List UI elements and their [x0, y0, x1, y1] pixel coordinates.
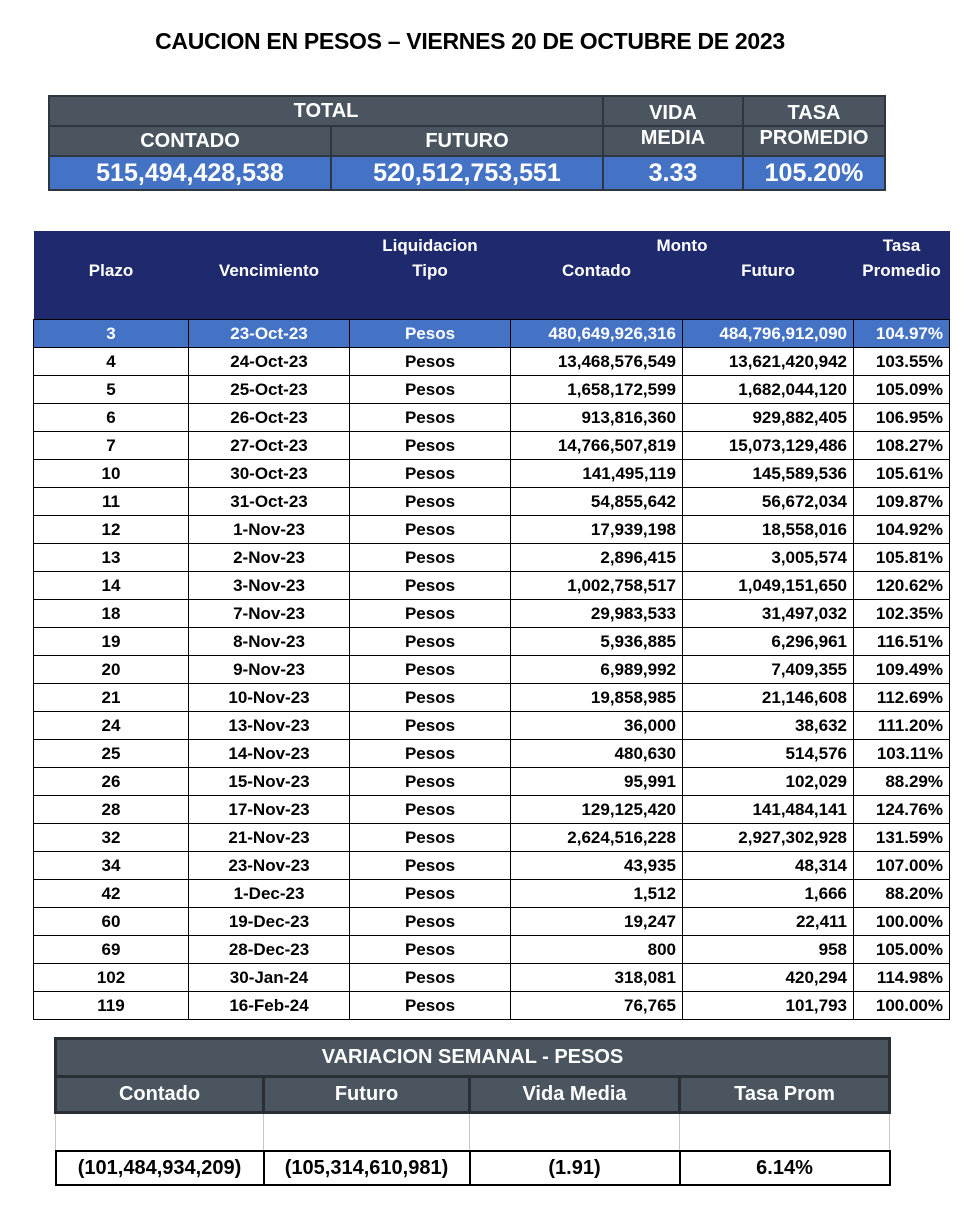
tasa-cell: 102.35%: [854, 600, 950, 628]
plazo-cell: 28: [34, 796, 189, 824]
vencimiento-cell: 24-Oct-23: [189, 348, 350, 376]
plazo-cell: 13: [34, 544, 189, 572]
contado-cell: 43,935: [511, 852, 683, 880]
plazo-cell: 25: [34, 740, 189, 768]
tasa-cell: 116.51%: [854, 628, 950, 656]
vencimiento-cell: 16-Feb-24: [189, 992, 350, 1020]
vencimiento-cell: 14-Nov-23: [189, 740, 350, 768]
tasa-promedio-value: 105.20%: [743, 156, 885, 190]
futuro-cell: 1,666: [683, 880, 854, 908]
futuro-cell: 102,029: [683, 768, 854, 796]
tasa-cell: 104.97%: [854, 320, 950, 348]
futuro-col-header: Futuro: [683, 261, 854, 289]
tipo-cell: Pesos: [350, 684, 511, 712]
plazo-cell: 21: [34, 684, 189, 712]
futuro-cell: 1,682,044,120: [683, 376, 854, 404]
futuro-cell: 6,296,961: [683, 628, 854, 656]
tipo-cell: Pesos: [350, 740, 511, 768]
vencimiento-cell: 2-Nov-23: [189, 544, 350, 572]
plazo-cell: 34: [34, 852, 189, 880]
contado-cell: 2,896,415: [511, 544, 683, 572]
table-row: [34, 740, 950, 768]
media-header: MEDIA: [603, 126, 743, 156]
tasa-cell: 105.09%: [854, 376, 950, 404]
futuro-cell: 958: [683, 936, 854, 964]
variation-vida-value: (1.91): [470, 1151, 680, 1185]
futuro-cell: 1,049,151,650: [683, 572, 854, 600]
plazo-cell: 3: [34, 320, 189, 348]
tipo-cell: Pesos: [350, 348, 511, 376]
vencimiento-cell: 10-Nov-23: [189, 684, 350, 712]
tasa-cell: 88.29%: [854, 768, 950, 796]
futuro-cell: 31,497,032: [683, 600, 854, 628]
vencimiento-cell: 9-Nov-23: [189, 656, 350, 684]
table-row: [34, 600, 950, 628]
plazo-cell: 20: [34, 656, 189, 684]
contado-cell: 129,125,420: [511, 796, 683, 824]
tipo-cell: Pesos: [350, 628, 511, 656]
contado-cell: 1,658,172,599: [511, 376, 683, 404]
table-row: [34, 908, 950, 936]
vencimiento-cell: 13-Nov-23: [189, 712, 350, 740]
tasa-cell: 120.62%: [854, 572, 950, 600]
plazo-cell: 5: [34, 376, 189, 404]
table-body: [34, 320, 950, 1020]
tipo-cell: Pesos: [350, 852, 511, 880]
tipo-cell: Pesos: [350, 376, 511, 404]
contado-cell: 95,991: [511, 768, 683, 796]
plazo-cell: 24: [34, 712, 189, 740]
futuro-total-value: 520,512,753,551: [331, 156, 603, 190]
contado-cell: 6,989,992: [511, 656, 683, 684]
vencimiento-cell: 7-Nov-23: [189, 600, 350, 628]
contado-cell: 14,766,507,819: [511, 432, 683, 460]
tasa-cell: 103.55%: [854, 348, 950, 376]
tasa-cell: 109.87%: [854, 488, 950, 516]
tipo-cell: Pesos: [350, 320, 511, 348]
contado-col-header: Contado: [511, 261, 683, 289]
tasa-cell: 88.20%: [854, 880, 950, 908]
vencimiento-cell: 21-Nov-23: [189, 824, 350, 852]
futuro-cell: 2,927,302,928: [683, 824, 854, 852]
tasa-cell: 114.98%: [854, 964, 950, 992]
vida-header: VIDA: [603, 96, 743, 126]
tipo-cell: Pesos: [350, 460, 511, 488]
variation-table: [54, 1037, 891, 1186]
futuro-cell: 56,672,034: [683, 488, 854, 516]
tipo-cell: Pesos: [350, 488, 511, 516]
plazo-header-blank: [34, 231, 189, 261]
vencimiento-header: Vencimiento: [189, 261, 350, 289]
tipo-header: Tipo: [350, 261, 511, 289]
vencimiento-cell: 28-Dec-23: [189, 936, 350, 964]
table-row: [34, 768, 950, 796]
table-row: [34, 404, 950, 432]
plazo-cell: 11: [34, 488, 189, 516]
variation-futuro-header: Futuro: [264, 1077, 470, 1113]
table-row: [34, 628, 950, 656]
table-row: [34, 488, 950, 516]
table-row: [34, 852, 950, 880]
vencimiento-cell: 23-Nov-23: [189, 852, 350, 880]
contado-cell: 141,495,119: [511, 460, 683, 488]
tipo-cell: Pesos: [350, 544, 511, 572]
plazo-cell: 7: [34, 432, 189, 460]
contado-cell: 54,855,642: [511, 488, 683, 516]
tasa-cell: 112.69%: [854, 684, 950, 712]
plazo-cell: 32: [34, 824, 189, 852]
variation-vida-header: Vida Media: [470, 1077, 680, 1113]
table-row: [34, 992, 950, 1020]
plazo-cell: 12: [34, 516, 189, 544]
table-row: [34, 432, 950, 460]
caucion-table: [33, 231, 950, 1020]
futuro-cell: 101,793: [683, 992, 854, 1020]
page-title: CAUCION EN PESOS – VIERNES 20 DE OCTUBRE DE 2023: [155, 28, 785, 54]
futuro-cell: 7,409,355: [683, 656, 854, 684]
liquidacion-header: Liquidacion: [350, 231, 511, 261]
vencimiento-cell: 1-Dec-23: [189, 880, 350, 908]
futuro-cell: 38,632: [683, 712, 854, 740]
tipo-cell: Pesos: [350, 432, 511, 460]
variation-tasa-header: Tasa Prom: [680, 1077, 890, 1113]
tipo-cell: Pesos: [350, 768, 511, 796]
total-header: TOTAL: [49, 96, 603, 126]
tasa-cell: 105.61%: [854, 460, 950, 488]
futuro-cell: 145,589,536: [683, 460, 854, 488]
futuro-cell: 21,146,608: [683, 684, 854, 712]
empty-cell: [680, 1113, 890, 1152]
futuro-header: FUTURO: [331, 126, 603, 156]
contado-header: CONTADO: [49, 126, 331, 156]
vencimiento-cell: 23-Oct-23: [189, 320, 350, 348]
contado-cell: 318,081: [511, 964, 683, 992]
plazo-cell: 6: [34, 404, 189, 432]
tasa-cell: 131.59%: [854, 824, 950, 852]
vencimiento-cell: 26-Oct-23: [189, 404, 350, 432]
tipo-cell: Pesos: [350, 936, 511, 964]
tasa-cell: 107.00%: [854, 852, 950, 880]
table-row: [34, 880, 950, 908]
contado-cell: 17,939,198: [511, 516, 683, 544]
tasa-cell: 109.49%: [854, 656, 950, 684]
tipo-cell: Pesos: [350, 600, 511, 628]
summary-table: [48, 95, 886, 191]
plazo-cell: 19: [34, 628, 189, 656]
plazo-cell: 119: [34, 992, 189, 1020]
futuro-cell: 18,558,016: [683, 516, 854, 544]
tipo-cell: Pesos: [350, 908, 511, 936]
tasa-header: TASA: [743, 96, 885, 126]
futuro-cell: 15,073,129,486: [683, 432, 854, 460]
promedio-col-header: Promedio: [854, 261, 950, 289]
table-row: [34, 348, 950, 376]
vencimiento-cell: 1-Nov-23: [189, 516, 350, 544]
variation-title: VARIACION SEMANAL - PESOS: [56, 1039, 890, 1077]
futuro-cell: 929,882,405: [683, 404, 854, 432]
tipo-cell: Pesos: [350, 656, 511, 684]
tipo-cell: Pesos: [350, 404, 511, 432]
venc-header-blank: [189, 231, 350, 261]
table-row: [34, 656, 950, 684]
table-row: [34, 460, 950, 488]
plazo-cell: 69: [34, 936, 189, 964]
plazo-cell: 14: [34, 572, 189, 600]
contado-total-value: 515,494,428,538: [49, 156, 331, 190]
contado-cell: 5,936,885: [511, 628, 683, 656]
contado-cell: 36,000: [511, 712, 683, 740]
tasa-col-header: Tasa: [854, 231, 950, 261]
tipo-cell: Pesos: [350, 824, 511, 852]
empty-cell: [264, 1113, 470, 1152]
table-row: [34, 964, 950, 992]
futuro-cell: 22,411: [683, 908, 854, 936]
tasa-cell: 104.92%: [854, 516, 950, 544]
table-row: [34, 320, 950, 348]
vencimiento-cell: 17-Nov-23: [189, 796, 350, 824]
contado-cell: 800: [511, 936, 683, 964]
tasa-cell: 124.76%: [854, 796, 950, 824]
tipo-cell: Pesos: [350, 964, 511, 992]
empty-cell: [56, 1113, 264, 1152]
futuro-cell: 141,484,141: [683, 796, 854, 824]
plazo-cell: 4: [34, 348, 189, 376]
variation-futuro-value: (105,314,610,981): [264, 1151, 470, 1185]
tipo-cell: Pesos: [350, 712, 511, 740]
contado-cell: 480,649,926,316: [511, 320, 683, 348]
futuro-cell: 420,294: [683, 964, 854, 992]
table-row: [34, 376, 950, 404]
table-row: [34, 572, 950, 600]
vencimiento-cell: 25-Oct-23: [189, 376, 350, 404]
vencimiento-cell: 3-Nov-23: [189, 572, 350, 600]
plazo-cell: 60: [34, 908, 189, 936]
tipo-cell: Pesos: [350, 572, 511, 600]
variation-tasa-value: 6.14%: [680, 1151, 890, 1185]
contado-cell: 913,816,360: [511, 404, 683, 432]
plazo-cell: 42: [34, 880, 189, 908]
vencimiento-cell: 30-Oct-23: [189, 460, 350, 488]
tasa-cell: 105.00%: [854, 936, 950, 964]
tasa-cell: 100.00%: [854, 908, 950, 936]
tipo-cell: Pesos: [350, 516, 511, 544]
variation-contado-value: (101,484,934,209): [56, 1151, 264, 1185]
plazo-cell: 26: [34, 768, 189, 796]
promedio-header: PROMEDIO: [743, 126, 885, 156]
vencimiento-cell: 8-Nov-23: [189, 628, 350, 656]
vencimiento-cell: 19-Dec-23: [189, 908, 350, 936]
tasa-cell: 108.27%: [854, 432, 950, 460]
vencimiento-cell: 30-Jan-24: [189, 964, 350, 992]
contado-cell: 2,624,516,228: [511, 824, 683, 852]
tipo-cell: Pesos: [350, 880, 511, 908]
tasa-cell: 111.20%: [854, 712, 950, 740]
futuro-cell: 484,796,912,090: [683, 320, 854, 348]
futuro-cell: 13,621,420,942: [683, 348, 854, 376]
plazo-cell: 102: [34, 964, 189, 992]
contado-cell: 19,247: [511, 908, 683, 936]
tasa-cell: 100.00%: [854, 992, 950, 1020]
contado-cell: 480,630: [511, 740, 683, 768]
table-row: [34, 824, 950, 852]
futuro-cell: 48,314: [683, 852, 854, 880]
plazo-header: Plazo: [34, 261, 189, 289]
tasa-cell: 103.11%: [854, 740, 950, 768]
vencimiento-cell: 27-Oct-23: [189, 432, 350, 460]
plazo-cell: 18: [34, 600, 189, 628]
vencimiento-cell: 31-Oct-23: [189, 488, 350, 516]
table-row: [34, 684, 950, 712]
contado-cell: 1,002,758,517: [511, 572, 683, 600]
futuro-cell: 514,576: [683, 740, 854, 768]
tasa-cell: 106.95%: [854, 404, 950, 432]
tipo-cell: Pesos: [350, 796, 511, 824]
table-row: [34, 516, 950, 544]
contado-cell: 13,468,576,549: [511, 348, 683, 376]
tasa-cell: 105.81%: [854, 544, 950, 572]
table-row: [34, 796, 950, 824]
empty-cell: [470, 1113, 680, 1152]
table-row: [34, 936, 950, 964]
vencimiento-cell: 15-Nov-23: [189, 768, 350, 796]
contado-cell: 1,512: [511, 880, 683, 908]
table-row: [34, 712, 950, 740]
plazo-cell: 10: [34, 460, 189, 488]
vida-media-value: 3.33: [603, 156, 743, 190]
contado-cell: 76,765: [511, 992, 683, 1020]
monto-header: Monto: [511, 231, 854, 261]
variation-contado-header: Contado: [56, 1077, 264, 1113]
futuro-cell: 3,005,574: [683, 544, 854, 572]
table-row: [34, 544, 950, 572]
contado-cell: 29,983,533: [511, 600, 683, 628]
tipo-cell: Pesos: [350, 992, 511, 1020]
contado-cell: 19,858,985: [511, 684, 683, 712]
header-spacer: [34, 289, 950, 320]
